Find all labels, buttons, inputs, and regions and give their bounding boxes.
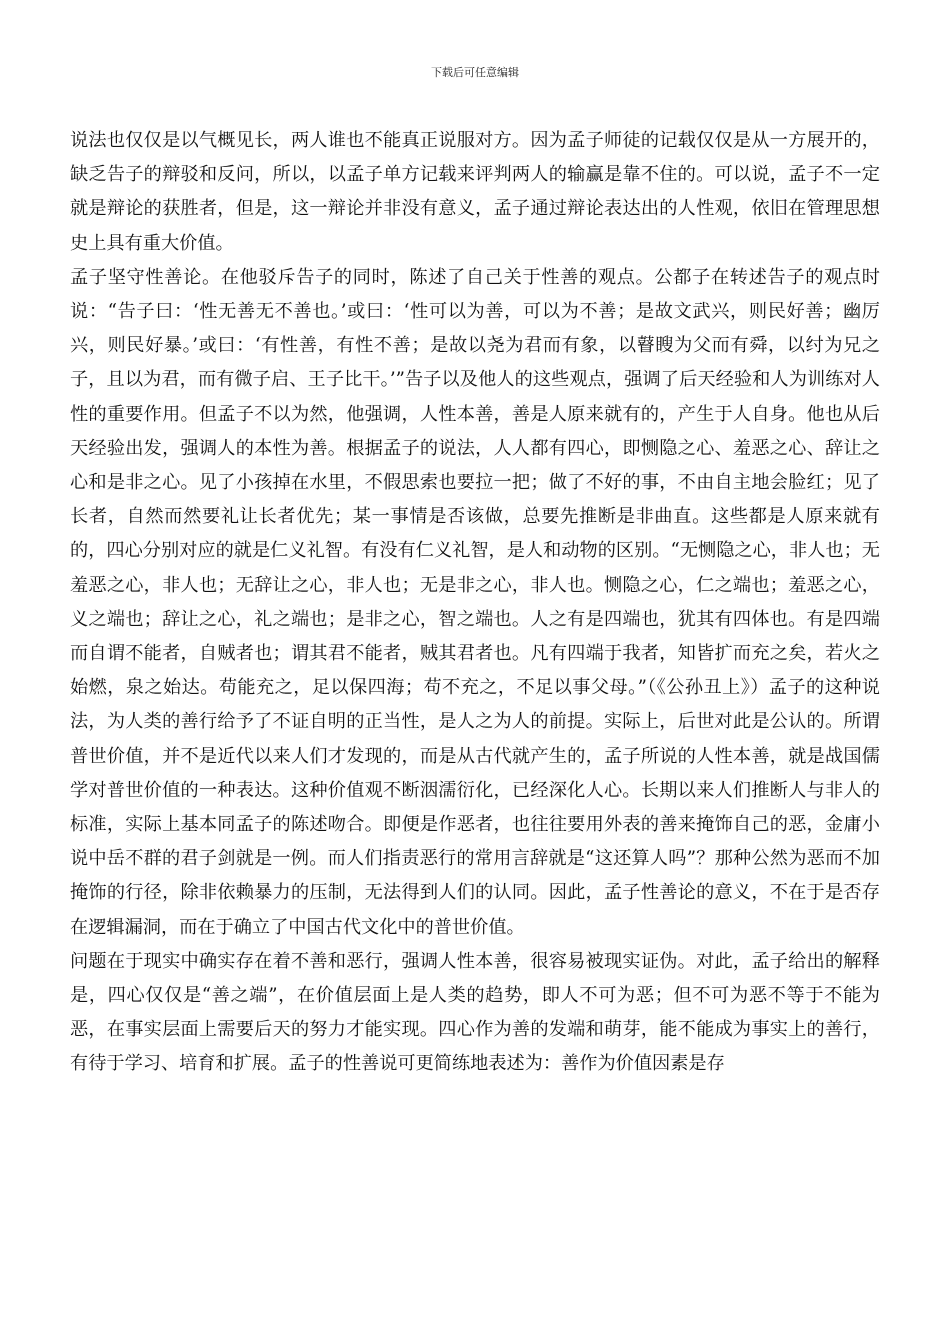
document-body (70, 124, 880, 1082)
page-header: 下载后可任意编辑 (431, 66, 519, 79)
paragraph-3: 问题在于现实中确实存在着不善和恶行，强调人性本善，很容易被现实证伪。对此，孟子给出的解释是，四心仅仅是“善之端”，在价值层面上是人类的趋势，即人不可为恶；但不可为恶不等于不能为恶，在事实层面上需要后天的努力才能实现。四心作为善的发端和萌芽，能不能成为事实上的善行，有待于学习、培育和扩展。孟子的性善说可更简练地表述为：善作为价值因素是存 (70, 950, 880, 1075)
paragraph-2: 孟子坚守性善论。在他驳斥告子的同时，陈述了自己关于性善的观点。公都子在转述告子的观点时说：“告子曰：‘性无善无不善也。’或曰：‘性可以为善，可以为不善；是故文武兴，则民好善；幽厉兴，则民好暴。’或曰：‘有性善，有性不善；是故以尧为君而有象，以瞽瞍为父而有舜，以纣为兄之子，且以为君，而有微子启、王子比干。’”告子以及他人的这些观点，强调了后天经验和人为训练对人性的重要作用。但孟子不以为然，他强调，人性本善，善是人原来就有的，产生于人自身。他也从后天经验出发，强调人的本性为善。根据孟子的说法，人人都有四心，即恻隐之心、羞恶之心、辞让之心和是非之心。见了小孩掉在水里，不假思索也要拉一把；做了不好的事，不由自主地会脸红；见了长者，自然而然要礼让长者优先；某一事情是否该做，总要先推断是非曲直。这些都是人原来就有的，四心分别对应的就是仁义礼智。有没有仁义礼智，是人和动物的区别。“无恻隐之心，非人也；无羞恶之心，非人也；无辞让之心，非人也；无是非之心，非人也。恻隐之心，仁之端也；羞恶之心，义之端也；辞让之心，礼之端也；是非之心，智之端也。人之有是四端也，犹其有四体也。有是四端而自谓不能者，自贼者也；谓其君不能者，贼其君者也。凡有四端于我者，知皆扩而充之矣，若火之始燃，泉之始达。苟能充之，足以保四海；苟不充之，不足以事父母。”（《公孙丑上》）孟子的这种说法，为人类的善行给予了不证自明的正当性，是人之为人的前提。实际上，后世对此是公认的。所谓普世价值，并不是近代以来人们才发现的，而是从古代就产生的，孟子所说的人性本善，就是战国儒学对普世价值的一种表达。这种价值观不断洇濡衍化，已经深化人心。长期以来人们推断人与非人的标准，实际上基本同孟子的陈述吻合。即便是作恶者，也往往要用外表的善来掩饰自己的恶，金庸小说中岳不群的君子剑就是一例。而人们指责恶行的常用言辞就是“这还算人吗”？那种公然为恶而不加掩饰的行径，除非依赖暴力的压制，无法得到人们的认同。因此，孟子性善论的意义，不在于是否存在逻辑漏洞，而在于确立了中国古代文化中的普世价值。 (70, 266, 880, 938)
paragraph-1: 说法也仅仅是以气概见长，两人谁也不能真正说服对方。因为孟子师徒的记载仅仅是从一方展开的，缺乏告子的辩驳和反问，所以，以孟子单方记载来评判两人的输赢是靠不住的。可以说，孟子不一定就是辩论的获胜者，但是，这一辩论并非没有意义，孟子通过辩论表达出的人性观，依旧在管理思想史上具有重大价值。 (70, 130, 880, 254)
